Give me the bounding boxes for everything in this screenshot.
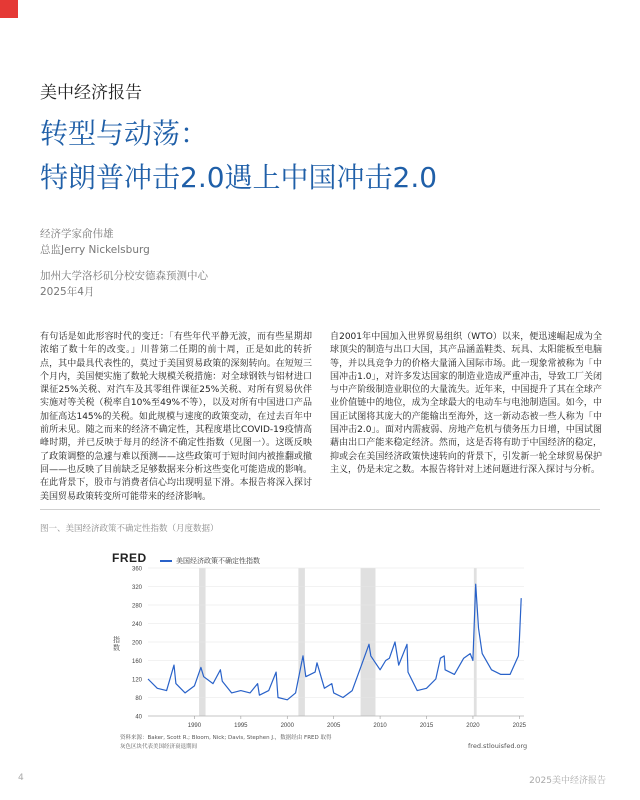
y-tick-label: 40 — [135, 714, 142, 721]
x-tick-label: 2025 — [512, 723, 527, 729]
affiliation-block — [40, 268, 208, 300]
chart-url: fred.stlouisfed.org — [468, 742, 528, 750]
figure-caption: 图一、美国经济政策不确定性指数（月度数据） — [40, 524, 219, 534]
chart-source — [120, 734, 331, 752]
source-line-2: 灰色区块代表美国经济衰退期间 — [120, 744, 198, 750]
x-tick-label: 1995 — [234, 723, 248, 729]
y-tick-label: 200 — [131, 640, 142, 647]
affiliation: 加州大学洛杉矶分校安德森预测中心 — [40, 270, 208, 282]
x-tick-label: 1990 — [187, 723, 202, 729]
legend-label: 美国经济政策不确定性指数 — [176, 557, 260, 565]
body-paragraph-right: 自2001年中国加入世界贸易组织（WTO）以来，便迅速崛起成为全球顶尖的制造与出口大国，其产品涵盖鞋类、玩具、太阳能板至电脑等，并以具竞争力的价格大量涌入国际市场。此一现象常被称为「中国冲击1.0」，对许多发达国家的制造业造成严重冲击，导致工厂关闭与中产阶级制造业职位的大量流失。近年来，中国提升了其在全球产业价值链中的地位，成为全球最大的电动车与电池制造国。如今，中国正试图将其庞大的产能输出至海外，这一新动态被一些人称为「中国冲击2.0」。面对内需疲弱、房地产危机与债务压力日增，中国试图藉由出口产能来稳定经济。然而，这是否将有助于中国经济的稳定，抑或会在美国经济政策快速转向的背景下，引发新一轮全球贸易保护主义，仍是未定之数。本报告将针对上述问题进行深入探讨与分析。 — [330, 332, 602, 475]
y-tick-label: 120 — [131, 677, 142, 684]
footer-title: 2025美中经济报告 — [529, 776, 606, 786]
y-tick-label: 280 — [131, 603, 142, 610]
body-paragraph-left: 有句话是如此形容时代的变迁：「有些年代平静无波，而有些星期却浓缩了数十年的改变。」川普第二任期的前十周，正是如此的转折点，其中最具代表性的，莫过于美国贸易政策的深刻转向。在短短三个月内，美国便实施了数轮大规模关税措施：对全球钢铁与铝材进口课征25%关税、对汽车及其零组件课征25%关税、对所有贸易伙伴实施对等关税（税率自10%至49%不等），以及对所有中国进口产品加征高达145%的关税。如此规模与速度的政策变动，在过去百年中前所未见。随之而来的经济不确定性，其程度堪比COVID-19疫情高峰时期，并已反映于每月的经济不确定性指数（见图一）。这既反映了政策调整的急遽与难以预测——这些政策可于短时间内被推翻或撤回——也反映了目前缺乏足够数据来分析这些变化可能造成的影响。在此背景下，股市与消费者信心均出现明显下滑。本报告将深入探讨美国贸易政策转变所可能带来的经济影响。 — [40, 332, 312, 502]
author-line-2: 总监Jerry Nickelsburg — [40, 244, 150, 256]
title-line-2: 特朗普冲击2.0遇上中国冲击2.0 — [40, 161, 438, 194]
report-label: 美中经济报告 — [40, 83, 142, 103]
page-number: 4 — [18, 773, 24, 783]
fred-logo: FRED — [112, 551, 147, 565]
y-tick-label: 360 — [131, 566, 142, 573]
x-tick-label: 2005 — [326, 723, 341, 729]
x-tick-label: 2015 — [419, 723, 434, 729]
y-tick-label: 160 — [131, 659, 142, 665]
y-tick-label: 320 — [131, 585, 142, 591]
y-tick-label: 80 — [135, 696, 142, 702]
y-axis-label: 指数 — [113, 636, 120, 652]
x-tick-label: 2020 — [466, 723, 480, 729]
corner-accent-mark — [0, 0, 18, 18]
section-divider — [40, 509, 600, 510]
title-line-1: 转型与动荡： — [40, 117, 209, 150]
source-line-1: 资料来源：Baker, Scott R.; Bloom, Nick; Davis, Stephen J.，数据经由 FRED 取得 — [120, 735, 332, 741]
y-tick-label: 240 — [131, 622, 142, 628]
uncertainty-line-chart — [110, 548, 530, 732]
report-date: 2025年4月 — [40, 286, 95, 298]
x-tick-label: 2000 — [280, 723, 294, 729]
x-tick-label: 2010 — [373, 723, 387, 729]
page-title — [40, 112, 437, 200]
author-line-1: 经济学家俞伟雄 — [40, 228, 114, 240]
author-block — [40, 226, 150, 258]
